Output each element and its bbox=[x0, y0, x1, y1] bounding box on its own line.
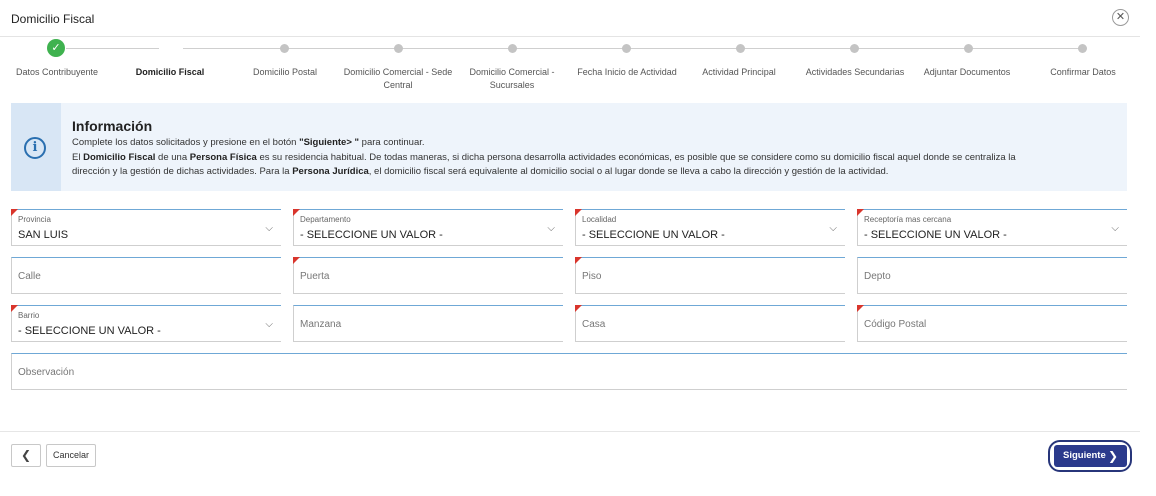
departamento-label: Departamento bbox=[300, 215, 351, 224]
codigo-postal-field[interactable] bbox=[857, 305, 1127, 342]
localidad-select[interactable] bbox=[575, 209, 845, 246]
info-text-bold: Domicilio Fiscal bbox=[83, 152, 156, 163]
casa-field[interactable] bbox=[575, 305, 845, 342]
info-text-line-2 bbox=[72, 152, 1016, 163]
step-dot bbox=[964, 44, 973, 53]
modal-header bbox=[0, 0, 1140, 37]
info-text-line-1 bbox=[72, 137, 425, 148]
localidad-label: Localidad bbox=[582, 215, 617, 224]
receptoria-select[interactable] bbox=[857, 209, 1127, 246]
chevron-right-icon: ❯ bbox=[1107, 449, 1118, 463]
info-icon: i bbox=[24, 137, 46, 159]
calle-field[interactable] bbox=[11, 257, 281, 294]
info-text: de una bbox=[155, 152, 190, 163]
info-text: , el domicilio fiscal será equivalente al domicilio social o al lugar donde se lleva a cabo la dirección y gestión de la actividad. bbox=[368, 166, 889, 177]
manzana-field[interactable] bbox=[293, 305, 563, 342]
modal-title: Domicilio Fiscal bbox=[11, 12, 95, 26]
step-label-comercial-sede[interactable]: Domicilio Comercial - Sede Central bbox=[343, 67, 453, 90]
chevron-down-icon: ⌵ bbox=[547, 223, 555, 234]
info-panel bbox=[11, 103, 1127, 191]
depto-field[interactable] bbox=[857, 257, 1127, 294]
puerta-placeholder: Puerta bbox=[300, 271, 330, 282]
step-label-domicilio-fiscal[interactable]: Domicilio Fiscal bbox=[135, 67, 205, 77]
info-text: para continuar. bbox=[359, 137, 425, 148]
provincia-value: SAN LUIS bbox=[18, 229, 69, 241]
step-connector bbox=[66, 48, 159, 49]
info-text-bold: Persona Jurídica bbox=[292, 166, 369, 177]
info-title: Información bbox=[72, 118, 153, 134]
depto-placeholder: Depto bbox=[864, 271, 891, 282]
info-text: El bbox=[72, 152, 84, 163]
receptoria-value: - SELECCIONE UN VALOR - bbox=[864, 229, 1007, 241]
step-connector bbox=[183, 48, 1083, 49]
puerta-field[interactable] bbox=[293, 257, 563, 294]
info-text-line-3 bbox=[72, 166, 888, 177]
step-dot bbox=[850, 44, 859, 53]
calle-placeholder: Calle bbox=[18, 271, 41, 282]
barrio-value: - SELECCIONE UN VALOR - bbox=[18, 325, 161, 337]
piso-field[interactable] bbox=[575, 257, 845, 294]
step-label-confirmar-datos[interactable]: Confirmar Datos bbox=[1050, 67, 1116, 77]
info-text: Complete los datos solicitados y presione en el botón bbox=[72, 137, 300, 148]
piso-placeholder: Piso bbox=[582, 271, 602, 282]
info-text-bold: "Siguiente> " bbox=[299, 137, 360, 148]
next-button-label: Siguiente bbox=[1063, 450, 1106, 461]
step-dot bbox=[280, 44, 289, 53]
codigo-postal-placeholder: Código Postal bbox=[864, 319, 927, 330]
step-dot bbox=[508, 44, 517, 53]
receptoria-label: Receptoría mas cercana bbox=[864, 215, 952, 224]
step-label-adjuntar-documentos[interactable]: Adjuntar Documentos bbox=[923, 67, 1011, 77]
step-label-comercial-sucursales[interactable]: Domicilio Comercial - Sucursales bbox=[469, 67, 555, 90]
step-label-actividad-principal[interactable]: Actividad Principal bbox=[702, 67, 776, 77]
step-label-fecha-inicio[interactable]: Fecha Inicio de Actividad bbox=[577, 67, 677, 77]
provincia-label: Provincia bbox=[18, 215, 51, 224]
observacion-field[interactable] bbox=[11, 353, 1127, 390]
departamento-value: - SELECCIONE UN VALOR - bbox=[300, 229, 443, 241]
step-dot bbox=[736, 44, 745, 53]
chevron-down-icon: ⌵ bbox=[1111, 223, 1119, 234]
step-dot bbox=[394, 44, 403, 53]
step-dot bbox=[1078, 44, 1087, 53]
info-text: es su residencia habitual. De todas maneras, si dicha persona desarrolla actividades económicas, es posible que se considere como su domicilio fiscal aquel donde se centraliza la bbox=[256, 152, 1016, 163]
barrio-label: Barrio bbox=[18, 311, 40, 320]
chevron-down-icon: ⌵ bbox=[265, 319, 273, 330]
step-label-actividades-secundarias[interactable]: Actividades Secundarias bbox=[805, 67, 905, 77]
close-icon[interactable]: ✕ bbox=[1112, 9, 1129, 26]
manzana-placeholder: Manzana bbox=[300, 319, 342, 330]
next-button[interactable] bbox=[1054, 445, 1127, 467]
localidad-value: - SELECCIONE UN VALOR - bbox=[582, 229, 725, 241]
step-label-domicilio-postal[interactable]: Domicilio Postal bbox=[252, 67, 318, 77]
info-text: dirección y la gestión de dichas actividades. Para la bbox=[72, 166, 293, 177]
departamento-select[interactable] bbox=[293, 209, 563, 246]
back-button[interactable]: ❮ bbox=[11, 444, 41, 467]
observacion-placeholder: Observación bbox=[18, 367, 75, 378]
barrio-select[interactable] bbox=[11, 305, 281, 342]
info-text-bold: Persona Física bbox=[189, 152, 257, 163]
casa-placeholder: Casa bbox=[582, 319, 606, 330]
chevron-down-icon: ⌵ bbox=[265, 223, 273, 234]
provincia-select[interactable] bbox=[11, 209, 281, 246]
wizard-stepper bbox=[0, 38, 1140, 94]
chevron-down-icon: ⌵ bbox=[829, 223, 837, 234]
cancel-button[interactable]: Cancelar bbox=[46, 444, 96, 467]
step-dot bbox=[622, 44, 631, 53]
footer-divider bbox=[0, 431, 1140, 432]
step-label-datos-contribuyente[interactable]: Datos Contribuyente bbox=[15, 67, 99, 77]
check-icon: ✓ bbox=[47, 39, 65, 57]
